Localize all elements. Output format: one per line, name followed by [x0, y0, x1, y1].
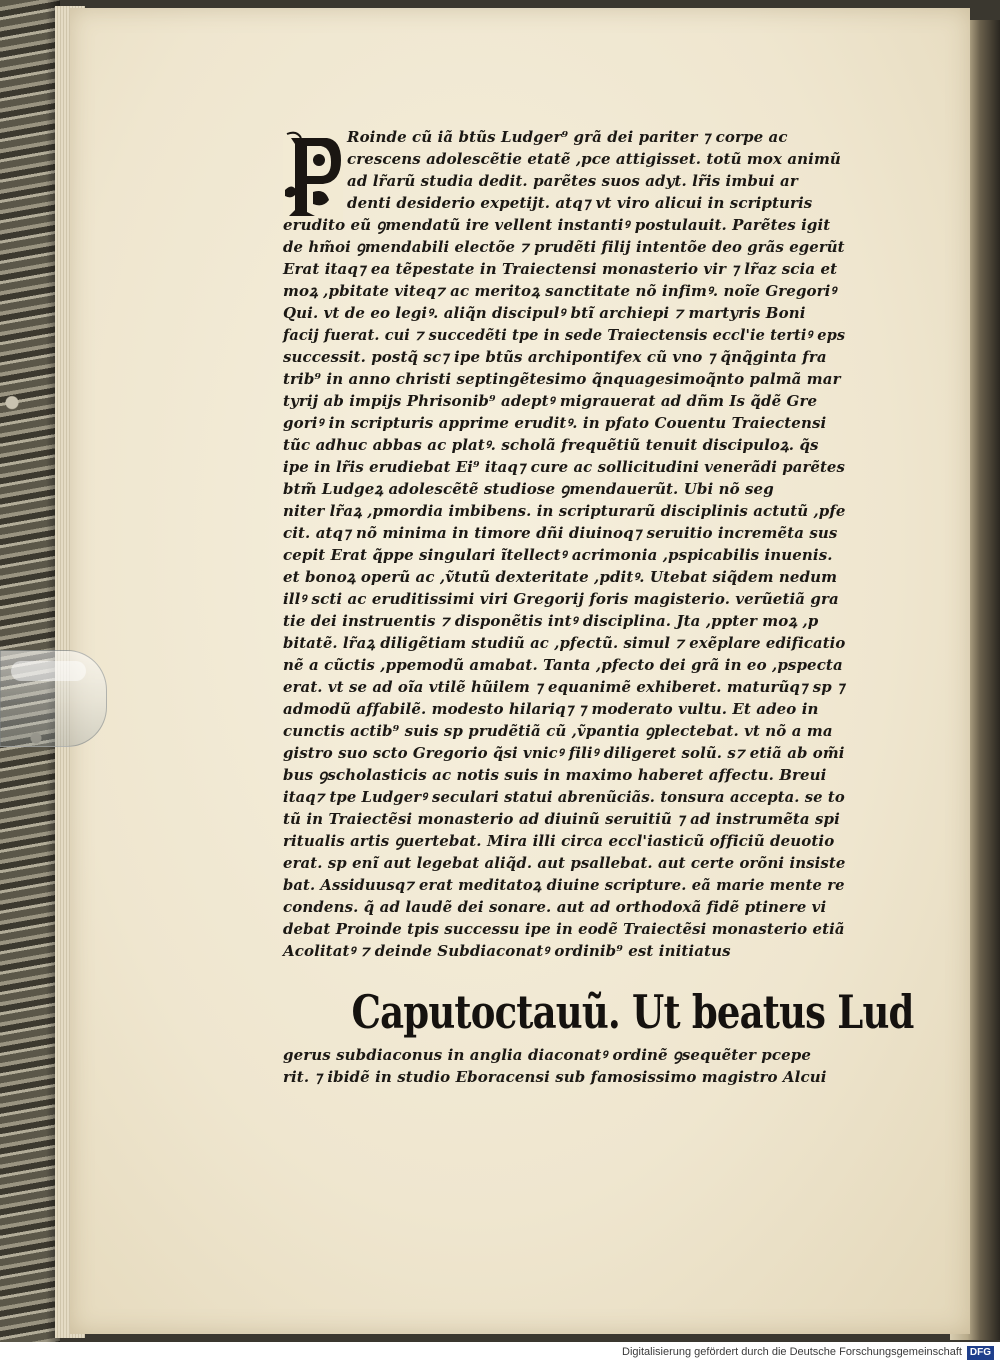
- text-line: tyrij ab impijs Phrisonib⁹ adeptꝰ migrauerat ad dñm Is q̃dẽ Gre: [283, 392, 818, 410]
- text-line: Roinde cũ iã btũs Ludger⁹ grã dei pariter ⁊ corpe ac: [347, 128, 788, 146]
- text-line: nẽ a cũctis ,ppemodũ amabat. Tanta ,pfecto dei grã in eo ,pspecta: [283, 656, 843, 674]
- text-line: gistro suo scto Gregorio q̃si vnicꝰ filiꝰ diligeret solũ. s⁊ etiã ab om̃i: [283, 744, 845, 762]
- text-line: goriꝰ in scripturis apprime eruditꝰ. in pfato Couentu Traiectensi: [283, 414, 827, 432]
- text-line: et bonoꝝ operũ ac ,ṽtutũ dexteritate ,pditꝰ. Utebat siq̃dem nedum: [283, 568, 838, 586]
- text-line: itaq⁊ tpe Ludgerꝰ seculari statui abrenũciãs. tonsura accepta. se to: [283, 788, 845, 806]
- chapter-heading: Caputoctauũ. Ut beatus Lud: [351, 985, 914, 1039]
- text-line: gerus subdiaconus in anglia diaconatꝰ ordinẽ ꝯsequẽter pcepe: [283, 1046, 811, 1064]
- text-line: crescens adolescẽtie etatẽ ,pce attigisset. totũ mox animũ: [347, 150, 841, 168]
- text-line: erat. vt se ad oĩa vtilẽ hũilem ⁊ equanimẽ exhiberet. maturũq⁊ sp ⁊: [283, 678, 845, 696]
- text-line: de hm̃oi ꝯmendabili electõe ⁊ prudẽti filij intentõe deo grãs egerũt: [283, 238, 845, 256]
- text-line: tũc adhuc abbas ac platꝰ. scholã frequẽtiũ tenuit discipuloꝝ. q̃s: [283, 436, 819, 454]
- footer-bar: [0, 1342, 1000, 1365]
- text-line: cit. atq⁊ nõ minima in timore dñi diuinoq⁊ seruitio incremẽta sus: [283, 524, 838, 542]
- text-line: Qui. vt de eo legiꝰ. aliq̃n discipulꝰ btĩ archiepi ⁊ martyris Boni: [283, 304, 806, 322]
- text-line: erudito eũ ꝯmendatũ ire vellent instantiꝰ postulauit. Parẽtes igit: [283, 216, 831, 234]
- text-line: Erat itaq⁊ ea tẽpestate in Traiectensi monasterio vir ⁊ lr̃az scia et: [283, 260, 838, 278]
- text-line: rit. ⁊ ibidẽ in studio Eboracensi sub famosissimo magistro Alcui: [283, 1068, 827, 1086]
- text-line: bat. Assiduusq⁊ erat meditatoꝝ diuine scripture. eã marie mente re: [283, 876, 845, 894]
- footer-credit: Digitalisierung gefördert durch die Deutsche Forschungsgemeinschaft: [622, 1346, 962, 1358]
- text-line: admodũ affabilẽ. modesto hilariq⁊ ⁊ moderato vultu. Et adeo in: [283, 700, 819, 718]
- text-line: moꝝ ,pbitate viteq⁊ ac meritoꝝ sanctitate nõ infimꝰ. noĩe Gregoriꝰ: [283, 282, 837, 300]
- text-line: Acolitatꝰ ⁊ deinde Subdiaconatꝰ ordinib⁹ est initiatus: [283, 942, 731, 960]
- text-line: ritualis artis ꝯuertebat. Mira illi circa eccl'iasticũ officiũ deuotio: [283, 832, 835, 850]
- text-line: illꝰ scti ac eruditissimi viri Gregorij foris magisterio. verũetiã gra: [283, 590, 839, 608]
- text-line: condens. q̃ ad laudẽ dei sonare. aut ad orthodoxã fidẽ ptinere vi: [283, 898, 827, 916]
- woodcut-initial-p-icon: [283, 130, 343, 225]
- text-line: facij fuerat. cui ⁊ succedẽti tpe in sede Traiectensis eccl'ie tertiꝰ eps: [283, 326, 846, 344]
- text-line: ad lr̃arũ studia dedit. parẽtes suos adyt. lr̃is imbui ar: [347, 172, 798, 190]
- text-line: niter lr̃aꝝ ,pmordia imbibens. in scripturarũ disciplinis actutũ ,pfe: [283, 502, 846, 520]
- text-line: cunctis actib⁹ suis sp prudẽtiã cũ ,ṽpantia ꝯplectebat. vt nõ a ma: [283, 722, 833, 740]
- text-line: erat. sp enĩ aut legebat aliq̃d. aut psallebat. aut certe orõni insiste: [283, 854, 846, 872]
- text-line: debat Proinde tpis successu ipe in eodẽ Traiectẽsi monasterio etiã: [283, 920, 845, 938]
- dfg-logo: DFG: [967, 1346, 994, 1360]
- text-line: bitatẽ. lr̃aꝝ diligẽtiam studiũ ac ,pfectũ. simul ⁊ exẽplare edificatio: [283, 634, 846, 652]
- text-line: bus ꝯscholasticis ac notis suis in maximo haberet affectu. Breui: [283, 766, 827, 784]
- text-line: cepit Erat q̃ppe singulari ĩtellectꝰ acrimonia ,pspicabilis inuenis.: [283, 546, 833, 564]
- page-clip: [0, 650, 107, 747]
- text-line: tũ in Traiectẽsi monasterio ad diuinũ seruitiũ ⁊ ad instrumẽta spi: [283, 810, 840, 828]
- text-line: denti desiderio expetijt. atq⁊ vt viro alicui in scripturis: [347, 194, 813, 212]
- text-line: ipe in lr̃is erudiebat Ei⁹ itaq⁊ cure ac sollicitudini venerãdi parẽtes: [283, 458, 845, 476]
- text-line: tie dei instruentis ⁊ disponẽtis intꝰ disciplina. Jta ,ppter moꝝ ,p: [283, 612, 819, 630]
- text-line: trib⁹ in anno christi septingẽtesimo q̃nquagesimoq̃nto palmã mar: [283, 370, 841, 388]
- text-line: successit. postq̃ sc⁊ ipe btũs archipontifex cũ vno ⁊ q̃nq̃ginta fra: [283, 348, 827, 366]
- text-line: btm̃ Ludgeꝝ adolescẽtẽ studiose ꝯmendauerũt. Ubi nõ seg: [283, 480, 774, 498]
